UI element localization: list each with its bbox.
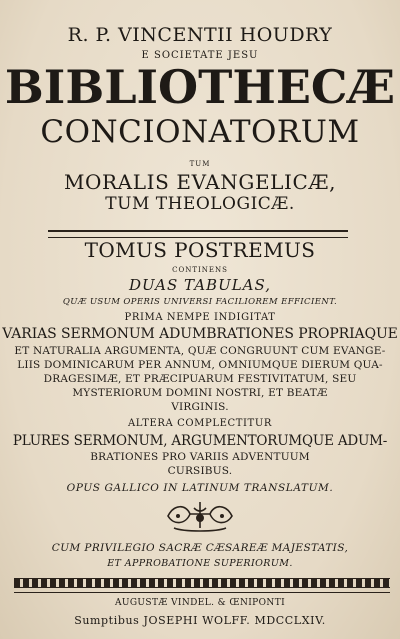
continens-line: CONTINENS (172, 266, 228, 274)
tum-line: TUM (189, 160, 211, 168)
imprint-place: AUGUSTÆ VINDEL. & ŒNIPONTI (114, 598, 286, 608)
tomus-line: TOMUS POSTREMUS (84, 238, 316, 262)
society-line: E SOCIETATE JESU (141, 50, 259, 61)
privilege-line-1: CUM PRIVILEGIO SACRÆ CÆSAREÆ MAJESTATIS, (51, 542, 349, 554)
altera-line: ALTERA COMPLECTITUR (127, 418, 272, 429)
privilege-line-2: ET APPROBATIONE SUPERIORUM. (107, 558, 293, 569)
subtitle-2: TUM THEOLOGICÆ. (105, 194, 295, 214)
altera-text-3: CURSIBUS. (167, 465, 233, 477)
prima-line: PRIMA NEMPE INDIGITAT (124, 312, 276, 323)
prima-text-4: DRAGESIMÆ, ET PRÆCIPUARUM FESTIVITATUM, SEU (43, 373, 357, 385)
prima-text-1: VARIAS SERMONUM ADUMBRATIONES PROPRIAQUE (2, 326, 398, 342)
imprint-printer: Sumptibus JOSEPHI WOLFF. MDCCLXIV. (74, 614, 326, 627)
author-line: R. P. VINCENTII HOUDRY (67, 24, 333, 46)
title-rule (48, 230, 348, 238)
prima-text-3: LIIS DOMINICARUM PER ANNUM, OMNIUMQUE DIERUM QUA- (17, 359, 383, 371)
main-title-1: BIBLIOTHECÆ (4, 60, 396, 114)
thin-rule (14, 592, 390, 593)
ornamental-rule (14, 578, 390, 588)
prima-text-2: ET NATURALIA ARGUMENTA, QUÆ CONGRUUNT CUM EVANGE- (14, 345, 386, 357)
quae-line: QUÆ USUM OPERIS UNIVERSI FACILIOREM EFFICIENT. (62, 297, 338, 307)
altera-text-1: PLURES SERMONUM, ARGUMENTORUMQUE ADUM- (12, 433, 388, 449)
altera-text-2: BRATIONES PRO VARIIS ADVENTUUM (90, 451, 310, 463)
subtitle-1: MORALIS EVANGELICÆ, (63, 170, 337, 194)
duas-line: DUAS TABULAS, (128, 276, 272, 294)
prima-text-6: VIRGINIS. (171, 401, 229, 413)
main-title-2: CONCIONATORUM (40, 114, 360, 150)
opus-line: OPUS GALLICO IN LATINUM TRANSLATUM. (66, 482, 334, 494)
prima-text-5: MYSTERIORUM DOMINI NOSTRI, ET BEATÆ (72, 387, 328, 399)
printers-ornament-icon (160, 498, 240, 534)
